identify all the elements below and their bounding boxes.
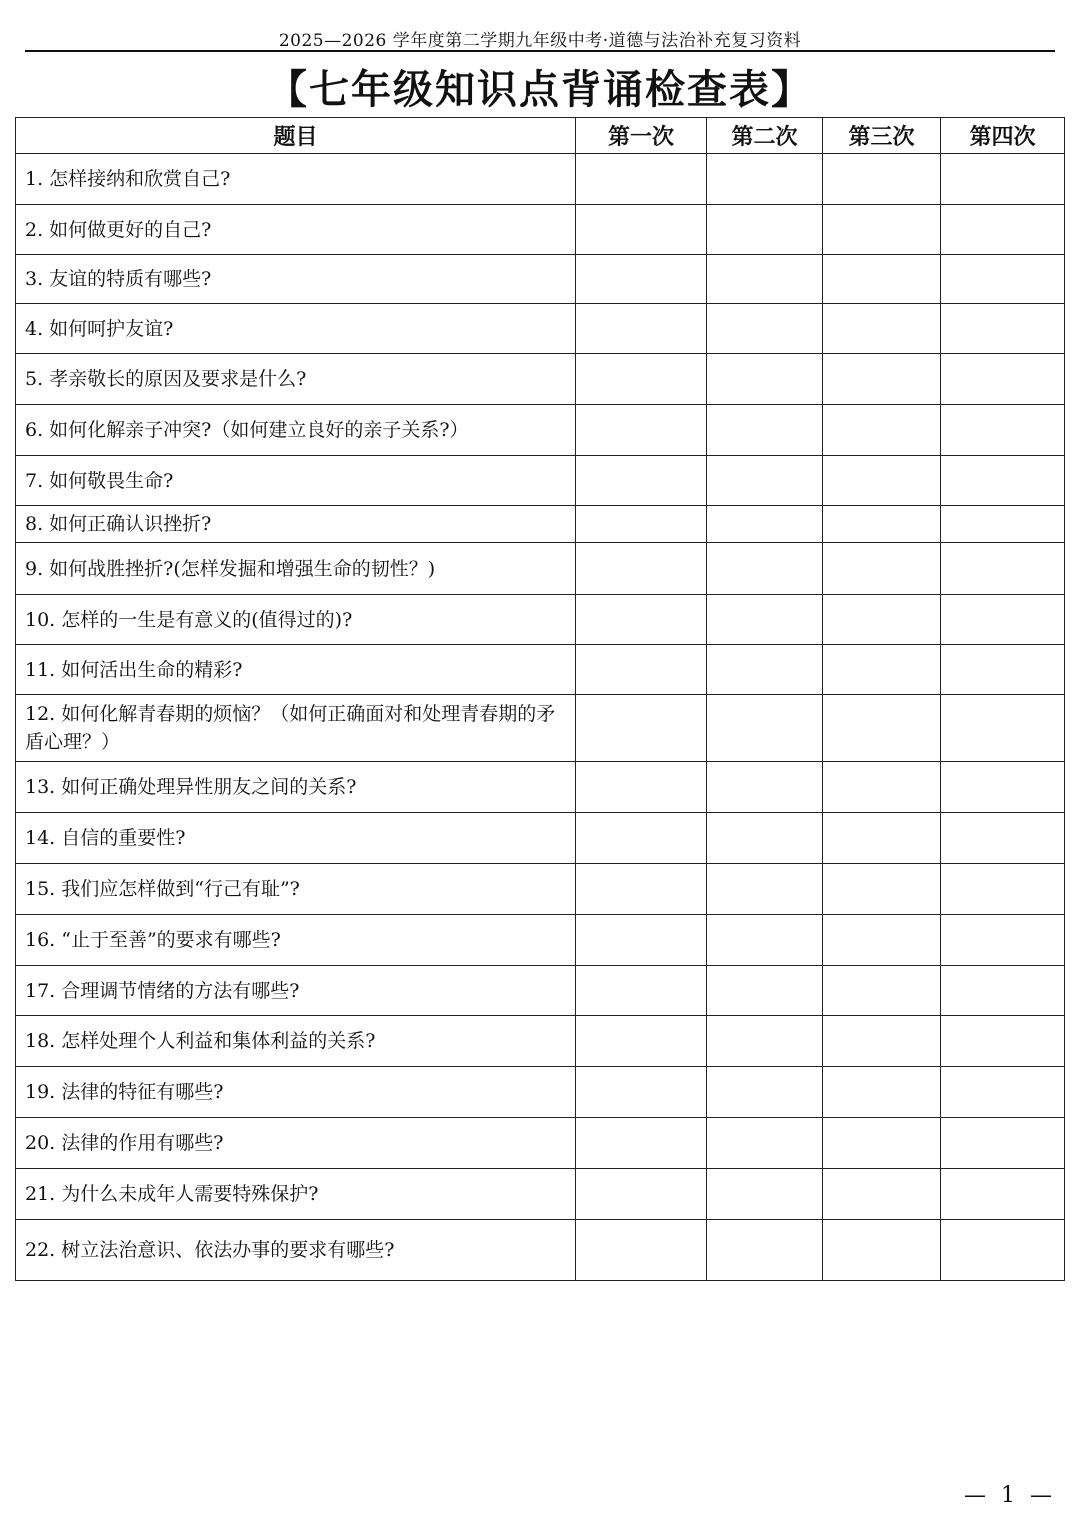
check-cell[interactable]: [823, 1067, 941, 1118]
check-cell[interactable]: [707, 1118, 823, 1169]
question-cell: 19. 法律的特征有哪些?: [16, 1067, 576, 1118]
check-cell[interactable]: [941, 506, 1065, 543]
check-cell[interactable]: [823, 543, 941, 595]
table-row: [16, 1067, 1065, 1118]
check-cell[interactable]: [823, 205, 941, 255]
table-row: [16, 154, 1065, 205]
check-cell[interactable]: [576, 1169, 707, 1220]
check-cell[interactable]: [576, 966, 707, 1016]
check-cell[interactable]: [576, 304, 707, 354]
check-cell[interactable]: [823, 1118, 941, 1169]
header-rule: [25, 50, 1055, 52]
table-row: [16, 1016, 1065, 1067]
question-cell: 14. 自信的重要性?: [16, 813, 576, 864]
check-cell[interactable]: [941, 255, 1065, 304]
column-header-second: 第二次: [707, 118, 823, 154]
question-cell: 22. 树立法治意识、依法办事的要求有哪些?: [16, 1220, 576, 1281]
check-cell[interactable]: [707, 645, 823, 695]
question-cell: 2. 如何做更好的自己?: [16, 205, 576, 255]
check-cell[interactable]: [823, 966, 941, 1016]
check-cell[interactable]: [707, 405, 823, 456]
check-cell[interactable]: [941, 1016, 1065, 1067]
question-cell: 12. 如何化解青春期的烦恼？（如何正确面对和处理青春期的矛盾心理？）: [16, 695, 576, 762]
question-cell: 11. 如何活出生命的精彩?: [16, 645, 576, 695]
question-cell: 9. 如何战胜挫折?(怎样发掘和增强生命的韧性？): [16, 543, 576, 595]
check-cell[interactable]: [576, 405, 707, 456]
column-header-third: 第三次: [823, 118, 941, 154]
check-cell[interactable]: [707, 966, 823, 1016]
checklist-table: [15, 117, 1065, 1281]
check-cell[interactable]: [576, 255, 707, 304]
check-cell[interactable]: [576, 813, 707, 864]
table-row: [16, 966, 1065, 1016]
check-cell[interactable]: [576, 506, 707, 543]
check-cell[interactable]: [576, 1220, 707, 1281]
table-row: [16, 695, 1065, 762]
check-cell[interactable]: [576, 762, 707, 813]
check-cell[interactable]: [823, 1016, 941, 1067]
check-cell[interactable]: [823, 506, 941, 543]
check-cell[interactable]: [576, 645, 707, 695]
check-cell[interactable]: [576, 205, 707, 255]
check-cell[interactable]: [576, 1118, 707, 1169]
question-cell: 18. 怎样处理个人利益和集体利益的关系?: [16, 1016, 576, 1067]
check-cell[interactable]: [941, 1118, 1065, 1169]
check-cell[interactable]: [941, 1220, 1065, 1281]
check-cell[interactable]: [941, 695, 1065, 762]
table-row: [16, 645, 1065, 695]
question-cell: 1. 怎样接纳和欣赏自己?: [16, 154, 576, 205]
check-cell[interactable]: [707, 1169, 823, 1220]
check-cell[interactable]: [707, 813, 823, 864]
check-cell[interactable]: [576, 695, 707, 762]
table-row: [16, 1169, 1065, 1220]
check-cell[interactable]: [941, 1169, 1065, 1220]
check-cell[interactable]: [823, 915, 941, 966]
check-cell[interactable]: [576, 543, 707, 595]
check-cell[interactable]: [941, 915, 1065, 966]
check-cell[interactable]: [823, 762, 941, 813]
check-cell[interactable]: [707, 205, 823, 255]
table-row: [16, 456, 1065, 506]
question-cell: 6. 如何化解亲子冲突?（如何建立良好的亲子关系?）: [16, 405, 576, 456]
check-cell[interactable]: [707, 915, 823, 966]
check-cell[interactable]: [576, 1016, 707, 1067]
check-cell[interactable]: [823, 1169, 941, 1220]
check-cell[interactable]: [941, 645, 1065, 695]
check-cell[interactable]: [823, 255, 941, 304]
question-cell: 20. 法律的作用有哪些?: [16, 1118, 576, 1169]
check-cell[interactable]: [823, 154, 941, 205]
question-cell: 10. 怎样的一生是有意义的(值得过的)?: [16, 595, 576, 645]
question-cell: 7. 如何敬畏生命?: [16, 456, 576, 506]
check-cell[interactable]: [823, 456, 941, 506]
table-row: [16, 864, 1065, 915]
page-title: 【七年级知识点背诵检查表】: [267, 67, 813, 113]
check-cell[interactable]: [941, 205, 1065, 255]
check-cell[interactable]: [707, 506, 823, 543]
check-cell[interactable]: [707, 695, 823, 762]
check-cell[interactable]: [941, 154, 1065, 205]
check-cell[interactable]: [941, 762, 1065, 813]
check-cell[interactable]: [576, 915, 707, 966]
check-cell[interactable]: [576, 1067, 707, 1118]
table-row: [16, 255, 1065, 304]
table-row: [16, 762, 1065, 813]
column-header-fourth: 第四次: [941, 118, 1065, 154]
table-row: [16, 915, 1065, 966]
question-cell: 3. 友谊的特质有哪些?: [16, 255, 576, 304]
check-cell[interactable]: [941, 456, 1065, 506]
table-row: [16, 1118, 1065, 1169]
check-cell[interactable]: [823, 695, 941, 762]
table-row: [16, 1220, 1065, 1281]
question-cell: 16. “止于至善”的要求有哪些?: [16, 915, 576, 966]
page-number: — 1 —: [964, 1483, 1056, 1508]
table-row: [16, 405, 1065, 456]
table-row: [16, 543, 1065, 595]
check-cell[interactable]: [707, 255, 823, 304]
table-header-row: [16, 118, 1065, 154]
check-cell[interactable]: [823, 645, 941, 695]
check-cell[interactable]: [823, 595, 941, 645]
question-cell: 21. 为什么未成年人需要特殊保护?: [16, 1169, 576, 1220]
check-cell[interactable]: [941, 405, 1065, 456]
check-cell[interactable]: [941, 595, 1065, 645]
check-cell[interactable]: [707, 864, 823, 915]
question-cell: 13. 如何正确处理异性朋友之间的关系?: [16, 762, 576, 813]
running-head: 2025—2026 学年度第二学期九年级中考·道德与法治补充复习资料: [278, 31, 802, 51]
table-row: [16, 304, 1065, 354]
check-cell[interactable]: [941, 304, 1065, 354]
check-cell[interactable]: [823, 304, 941, 354]
table-row: [16, 595, 1065, 645]
table-row: [16, 205, 1065, 255]
check-cell[interactable]: [941, 543, 1065, 595]
check-cell[interactable]: [707, 595, 823, 645]
check-cell[interactable]: [823, 864, 941, 915]
check-cell[interactable]: [707, 456, 823, 506]
check-cell[interactable]: [823, 405, 941, 456]
check-cell[interactable]: [823, 813, 941, 864]
check-cell[interactable]: [576, 154, 707, 205]
column-header-question: 题目: [16, 118, 576, 154]
check-cell[interactable]: [941, 966, 1065, 1016]
table-row: [16, 354, 1065, 405]
question-cell: 4. 如何呵护友谊?: [16, 304, 576, 354]
check-cell[interactable]: [707, 1016, 823, 1067]
check-cell[interactable]: [941, 354, 1065, 405]
check-cell[interactable]: [823, 354, 941, 405]
check-cell[interactable]: [941, 1067, 1065, 1118]
check-cell[interactable]: [707, 354, 823, 405]
question-cell: 15. 我们应怎样做到“行己有耻”?: [16, 864, 576, 915]
check-cell[interactable]: [707, 1220, 823, 1281]
check-cell[interactable]: [707, 762, 823, 813]
table-row: [16, 813, 1065, 864]
question-cell: 8. 如何正确认识挫折?: [16, 506, 576, 543]
question-cell: 5. 孝亲敬长的原因及要求是什么?: [16, 354, 576, 405]
check-cell[interactable]: [707, 543, 823, 595]
check-cell[interactable]: [707, 304, 823, 354]
check-cell[interactable]: [941, 813, 1065, 864]
check-cell[interactable]: [576, 456, 707, 506]
check-cell[interactable]: [941, 864, 1065, 915]
check-cell[interactable]: [823, 1220, 941, 1281]
check-cell[interactable]: [576, 864, 707, 915]
check-cell[interactable]: [576, 354, 707, 405]
check-cell[interactable]: [707, 154, 823, 205]
column-header-first: 第一次: [576, 118, 707, 154]
check-cell[interactable]: [576, 595, 707, 645]
table-row: [16, 506, 1065, 543]
question-cell: 17. 合理调节情绪的方法有哪些?: [16, 966, 576, 1016]
check-cell[interactable]: [707, 1067, 823, 1118]
